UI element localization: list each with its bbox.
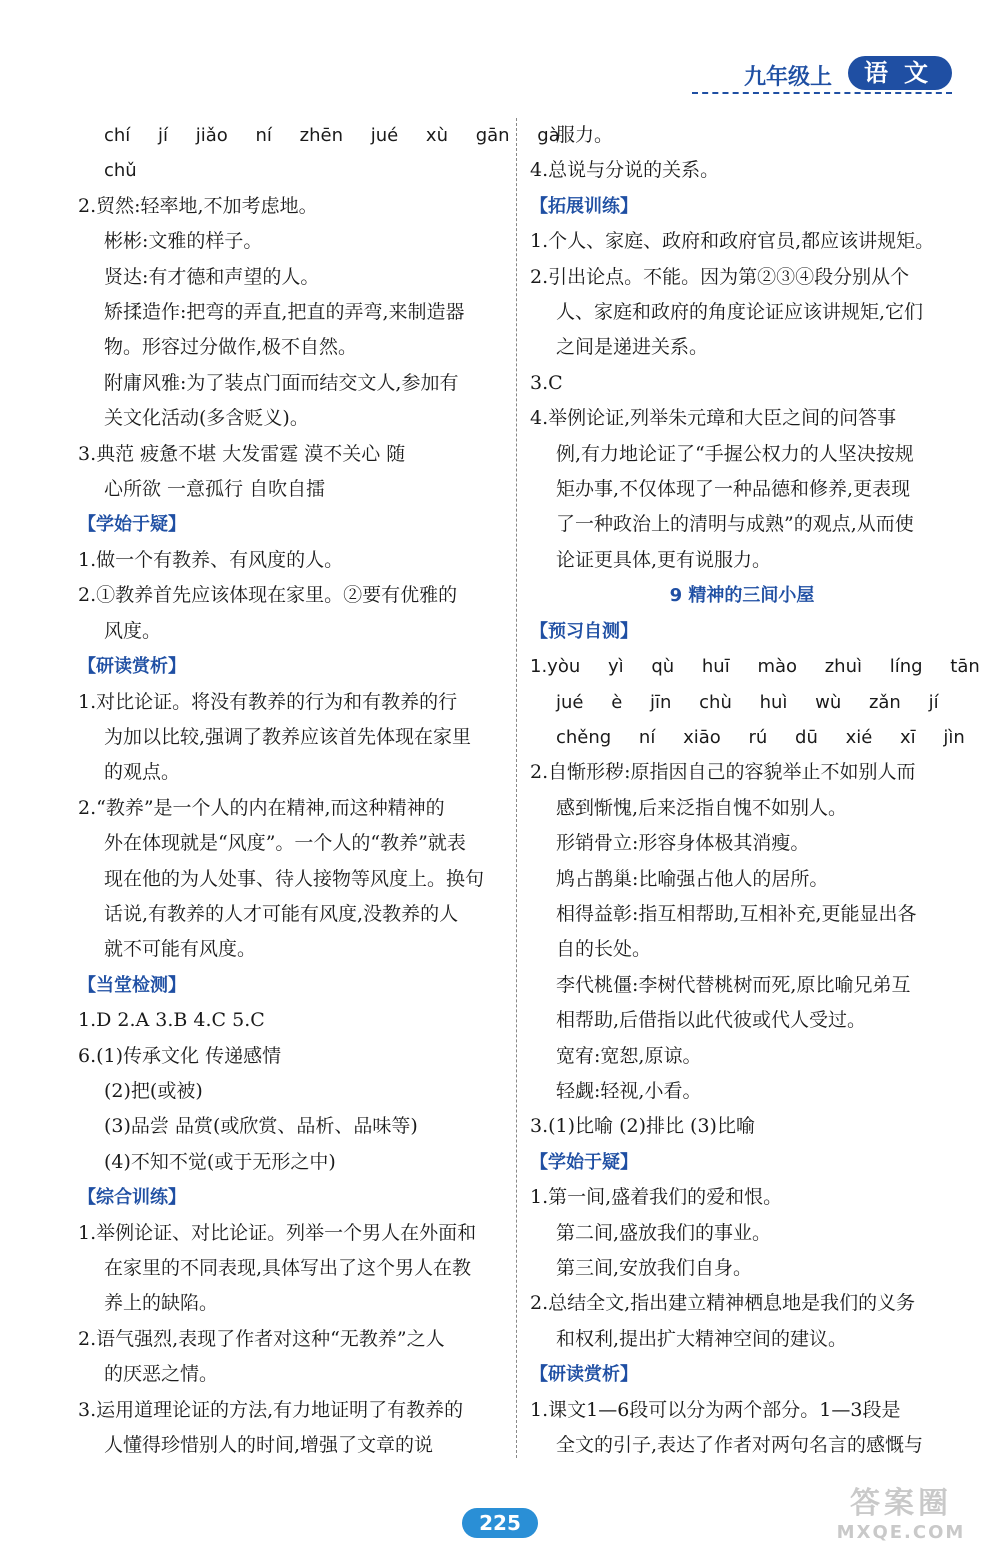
answer-line: 3.典范 疲惫不堪 大发雷霆 漠不关心 随: [78, 442, 406, 465]
answer-line: 风度。: [104, 619, 162, 642]
answer-line: 关文化活动(多含贬义)。: [104, 407, 309, 430]
answer-line: 4.总说与分说的关系。: [530, 159, 720, 182]
watermark-logo: [816, 1478, 986, 1543]
answer-line: 现在他的为人处事、待人接物等风度上。换句: [104, 867, 485, 890]
subject-badge: 语文: [848, 56, 952, 90]
answer-line: 4.举例论证,列举朱元璋和大臣之间的问答事: [530, 407, 897, 430]
section-heading: 【研读赏析】: [530, 1364, 638, 1386]
answer-line: (3)品尝 品赏(或欣赏、品析、品味等): [104, 1115, 418, 1138]
answer-line: 6.(1)传承文化 传递感情: [78, 1044, 282, 1067]
answer-line: jué è jīn chù huì wù zǎn jí: [556, 691, 939, 713]
answer-line: 相帮助,后借指以此代彼或代人受过。: [556, 1009, 867, 1032]
answer-line: 形销骨立:形容身体极其消瘦。: [556, 832, 810, 855]
answer-line: 外在体现就是“风度”。一个人的“教养”就表: [104, 832, 466, 855]
answer-line: 相得益彰:指互相帮助,互相补充,更能显出各: [556, 902, 917, 925]
header-divider: [692, 92, 952, 94]
answer-line: 2.引出论点。不能。因为第②③④段分别从个: [530, 265, 910, 288]
answer-line: 心所欲 一意孤行 自吹自擂: [104, 478, 326, 501]
section-heading: 【学始于疑】: [78, 514, 186, 536]
right-column: [530, 118, 980, 1463]
answer-line: 第三间,安放我们自身。: [556, 1257, 753, 1279]
answer-line: 矩办事,不仅体现了一种品德和修养,更表现: [556, 478, 911, 501]
answer-line: 自的长处。: [556, 938, 652, 961]
section-heading: 【拓展训练】: [530, 195, 638, 217]
column-divider: [516, 118, 517, 1458]
answer-line: 2.贸然:轻率地,不加考虑地。: [78, 194, 318, 217]
answer-line: 人、家庭和政府的角度论证应该讲规矩,它们: [556, 301, 924, 324]
answer-line: 了一种政治上的清明与成熟”的观点,从而使: [556, 513, 914, 536]
answer-line: 3.(1)比喻 (2)排比 (3)比喻: [530, 1115, 755, 1138]
grade-label: 九年级上: [743, 65, 832, 90]
answer-line: 服力。: [556, 124, 614, 146]
answer-line: 1.课文1—6段可以分为两个部分。1—3段是: [530, 1398, 901, 1421]
answer-line: 在家里的不同表现,具体写出了这个男人在教: [104, 1257, 472, 1279]
section-heading: 【预习自测】: [530, 620, 638, 642]
answer-line: 轻觑:轻视,小看。: [556, 1079, 702, 1102]
answer-line: 话说,有教养的人才可能有风度,没教养的人: [104, 902, 459, 925]
answer-line: 例,有力地论证了“手握公权力的人坚决按规: [556, 442, 914, 465]
watermark-top: 答案圈: [850, 1486, 952, 1521]
answer-line: 3.C: [530, 371, 563, 394]
answer-line: 就不可能有风度。: [104, 938, 257, 961]
answer-line: 2.“教养”是一个人的内在精神,而这种精神的: [78, 796, 445, 819]
answer-line: 全文的引子,表达了作者对两句名言的感慨与: [556, 1434, 924, 1457]
answer-line: 感到惭愧,后来泛指自愧不如别人。: [556, 796, 848, 819]
answer-line: 和权利,提出扩大精神空间的建议。: [556, 1327, 848, 1350]
answer-line: 2.总结全文,指出建立精神栖息地是我们的义务: [530, 1292, 916, 1315]
section-heading: 【当堂检测】: [78, 974, 186, 996]
answer-line: 矫揉造作:把弯的弄直,把直的弄弯,来制造器: [104, 301, 465, 324]
answer-line: 1.yòu yì qù huī mào zhuì líng tān: [530, 656, 980, 678]
answer-line: 1.做一个有教养、有风度的人。: [78, 548, 344, 571]
answer-line: 鸠占鹊巢:比喻强占他人的居所。: [556, 867, 829, 890]
answer-line: 为加以比较,强调了教养应该首先体现在家里: [104, 725, 472, 748]
answer-line: 2.自惭形秽:原指因自己的容貌举止不如别人而: [530, 761, 916, 784]
section-heading: 【综合训练】: [78, 1187, 186, 1209]
answer-line: chí jí jiǎo ní zhēn jué xù gān gà: [104, 125, 560, 146]
answer-line: 1.第一间,盛着我们的爱和恨。: [530, 1186, 783, 1209]
answer-line: 第二间,盛放我们的事业。: [556, 1221, 772, 1244]
answer-line: (2)把(或被): [104, 1079, 203, 1102]
answer-line: 物。形容过分做作,极不自然。: [104, 336, 358, 359]
answer-line: 1.举例论证、对比论证。列举一个男人在外面和: [78, 1221, 477, 1244]
section-heading: 【学始于疑】: [530, 1151, 638, 1173]
answer-line: 1.对比论证。将没有教养的行为和有教养的行: [78, 690, 458, 713]
answer-line: 1.D 2.A 3.B 4.C 5.C: [78, 1009, 265, 1032]
answer-line: 3.运用道理论证的方法,有力地证明了有教养的: [78, 1398, 464, 1421]
answer-line: 2.语气强烈,表现了作者对这种“无教养”之人: [78, 1327, 445, 1350]
answer-line: 宽宥:宽恕,原谅。: [556, 1044, 702, 1067]
answer-line: 论证更具体,更有说服力。: [556, 548, 772, 571]
answer-line: 人懂得珍惜别人的时间,增强了文章的说: [104, 1434, 434, 1457]
answer-line: 贤达:有才德和声望的人。: [104, 265, 320, 288]
answer-line: 的厌恶之情。: [104, 1363, 219, 1386]
answer-line: 之间是递进关系。: [556, 336, 709, 359]
answer-line: 的观点。: [104, 761, 181, 784]
section-heading: 【研读赏析】: [78, 656, 186, 678]
answer-line: chǔ: [104, 160, 137, 182]
answer-line: 附庸风雅:为了装点门面而结交文人,参加有: [104, 371, 459, 394]
page-header: [692, 54, 952, 94]
answer-line: 1.个人、家庭、政府和政府官员,都应该讲规矩。: [530, 230, 935, 253]
answer-line: chěng ní xiāo rú dū xié xī jìn: [556, 726, 965, 748]
watermark-bottom: MXQE.COM: [836, 1522, 966, 1543]
answer-line: 李代桃僵:李树代替桃树而死,原比喻兄弟互: [556, 973, 911, 996]
lesson-title: 9 精神的三间小屋: [669, 585, 815, 607]
answer-line: 彬彬:文雅的样子。: [104, 230, 263, 253]
page-number: 225: [462, 1508, 538, 1538]
answer-line: (4)不知不觉(或于无形之中): [104, 1150, 336, 1173]
answer-line: 2.①教养首先应该体现在家里。②要有优雅的: [78, 584, 458, 607]
answer-line: 养上的缺陷。: [104, 1292, 219, 1315]
